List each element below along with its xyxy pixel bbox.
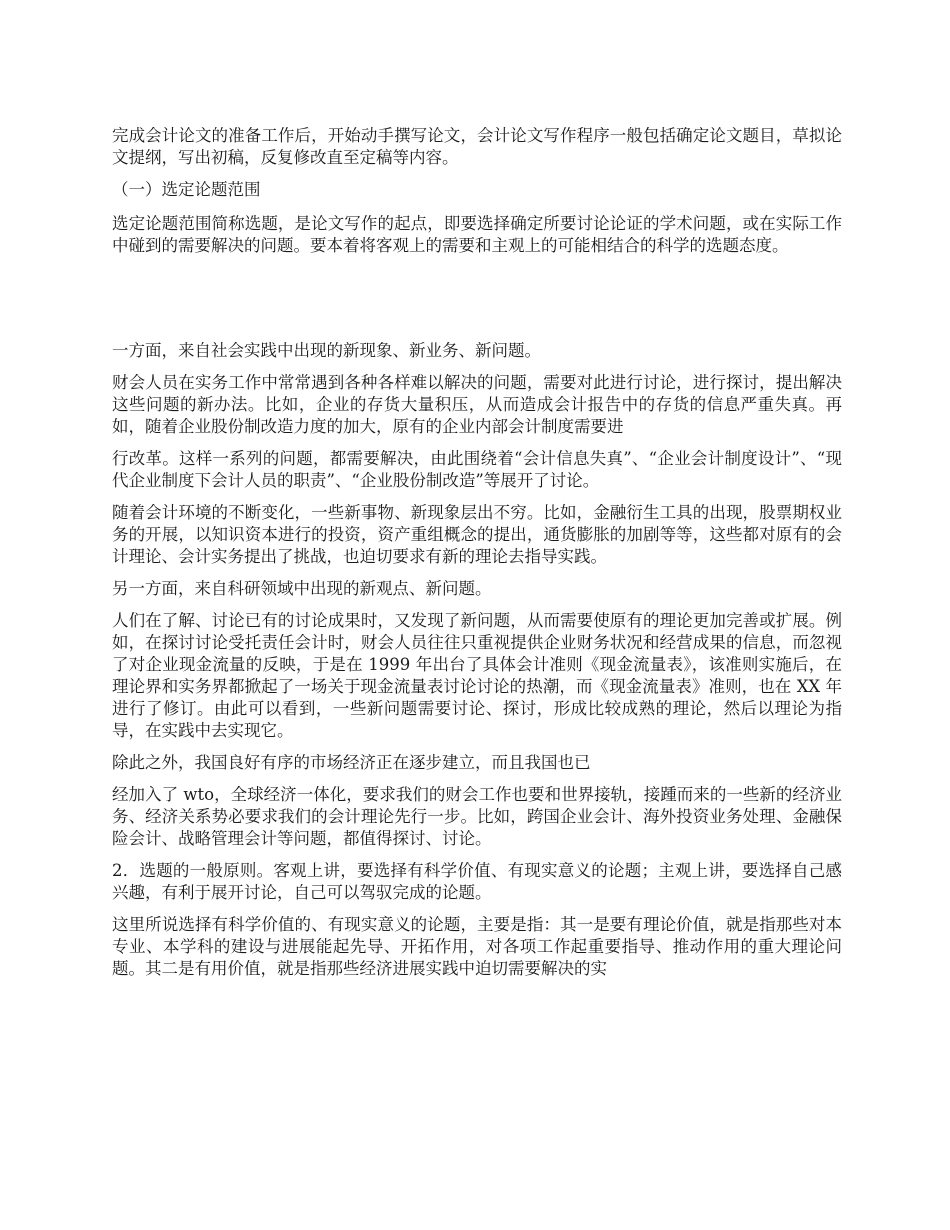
paragraph-accounting-problems: 财会人员在实务工作中常常遇到各种各样难以解决的问题，需要对此进行讨论，进行探讨，提出解决这些问题的新办法。比如，企业的存货大量积压，从而造成会计报告中的存货的信息严重失真。再如，随着企业股份制改造力度的加大，原有的企业内部会计制度需要进	[112, 373, 842, 436]
paragraph-cash-flow: 人们在了解、讨论已有的讨论成果时，又发现了新问题，从而需要使原有的理论更加完善或扩展。例如，在探讨讨论受托责任会计时，财会人员往往只重视提供企业财务状况和经营成果的信息，而忽视了对企业现金流量的反映，于是在 1999 年出台了具体会计准则《现金流量表》，该准则实施后，在理论界和实务界都掀起了一场关于现金流量表讨论讨论的热潮，而《现金流量表》准则，也在 XX 年进行了修订。由此可以看到，一些新问题需要讨论、探讨，形成比较成熟的理论，然后以理论为指导，在实践中去实现它。	[112, 611, 842, 740]
paragraph-topic-definition: 选定论题范围简称选题，是论文写作的起点，即要选择确定所要讨论论证的学术问题，或在实际工作中碰到的需要解决的问题。要本着将客观上的需要和主观上的可能相结合的科学的选题态度。	[112, 214, 842, 255]
paragraph-intro: 完成会计论文的准备工作后，开始动手撰写论文，会计论文写作程序一般包括确定论文题目，草拟论文提纲，写出初稿，反复修改直至定稿等内容。	[112, 126, 842, 167]
paragraph-environment-change: 随着会计环境的不断变化，一些新事物、新现象层出不穷。比如，金融衍生工具的出现，股票期权业务的开展，以知识资本进行的投资，资产重组概念的提出，通货膨胀的加剧等等，这些都对原有的会计理论、会计实务提出了挑战，也迫切要求有新的理论去指导实践。	[112, 503, 842, 566]
blank-gap	[112, 267, 842, 340]
paragraph-wto: 经加入了 wto，全球经济一体化，要求我们的财会工作也要和世界接轨，接踵而来的一些新的经济业务、经济关系势必要求我们的会计理论先行一步。比如，跨国企业会计、海外投资业务处理、金融保险会计、战略管理会计等问题，都值得探讨、讨论。	[112, 785, 842, 848]
paragraph-market-economy: 除此之外，我国良好有序的市场经济正在逐步建立，而且我国也已	[112, 753, 591, 772]
paragraph-scientific-value: 这里所说选择有科学价值的、有现实意义的论题，主要是指：其一是要有理论价值，就是指那些对本专业、本学科的建设与进展能起先导、开拓作用，对各项工作起重要指导、推动作用的重大理论问题。其二是有用价值，就是指那些经济进展实践中迫切需要解决的实	[112, 915, 842, 978]
paragraph-social-practice: 一方面，来自社会实践中出现的新现象、新业务、新问题。	[112, 341, 541, 360]
paragraph-research-field: 另一方面，来自科研领域中出现的新观点、新问题。	[112, 579, 492, 598]
section-heading: （一）选定论题范围	[112, 180, 261, 199]
paragraph-reform: 行改革。这样一系列的问题，都需要解决，由此围绕着“会计信息失真”、“企业会计制度设计”、“现代企业制度下会计人员的职责”、“企业股份制改造”等展开了讨论。	[112, 449, 842, 490]
paragraph-principles: 2．选题的一般原则。客观上讲，要选择有科学价值、有现实意义的论题；主观上讲，要选择自己感兴趣，有利于展开讨论，自己可以驾驭完成的论题。	[112, 861, 842, 902]
document-body	[112, 125, 842, 990]
